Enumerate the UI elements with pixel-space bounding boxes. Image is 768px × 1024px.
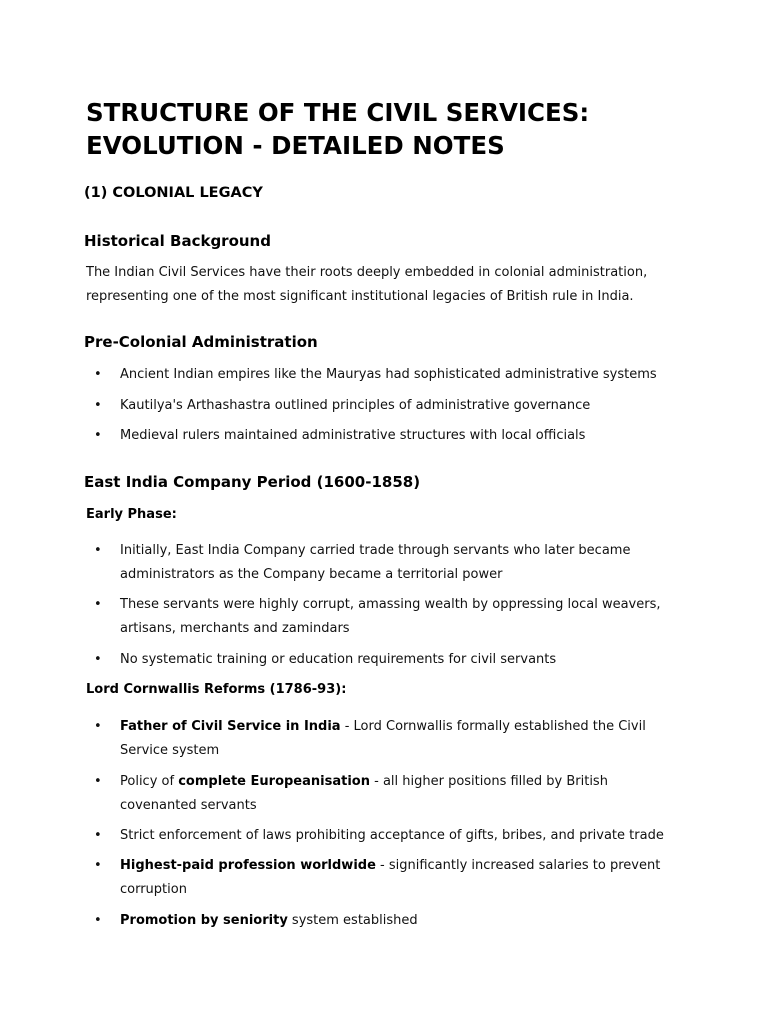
heading-pre-colonial-administration: Pre-Colonial Administration — [84, 333, 318, 351]
bullet-icon: • — [94, 543, 102, 558]
subheading-early-phase: Early Phase: — [86, 507, 177, 522]
bullet-icon: • — [94, 913, 102, 928]
bold-term: Father of Civil Service in India — [120, 719, 341, 734]
list-item-line: corruption — [120, 882, 187, 897]
list-item-text: Kautilya's Arthashastra outlined principles of administrative governance — [120, 398, 591, 413]
list-item-text: Ancient Indian empires like the Mauryas had sophisticated administrative systems — [120, 367, 657, 382]
list-item-line: administrators as the Company became a territorial power — [120, 567, 503, 582]
bold-term: Highest-paid profession worldwide — [120, 858, 376, 873]
bullet-icon: • — [94, 774, 102, 789]
list-item-text — [120, 854, 680, 902]
historical-paragraph-line-1: The Indian Civil Services have their roots deeply embedded in colonial administration, — [86, 265, 648, 280]
list-item-text — [120, 593, 680, 641]
list-item-text: No systematic training or education requirements for civil servants — [120, 652, 557, 667]
list-item-line: Service system — [120, 743, 220, 758]
list-item-text — [120, 539, 680, 587]
list-item-rest: - Lord Cornwallis formally established the Civil — [340, 719, 646, 734]
section-heading-colonial-legacy: (1) COLONIAL LEGACY — [84, 185, 263, 201]
list-item-text — [120, 715, 680, 763]
bullet-icon: • — [94, 858, 102, 873]
historical-paragraph — [86, 261, 686, 309]
list-item-line: Initially, East India Company carried trade through servants who later became — [120, 543, 631, 558]
list-item-line — [120, 715, 680, 739]
bold-term: complete Europeanisation — [178, 774, 370, 789]
bullet-icon: • — [94, 652, 102, 667]
list-item-text — [120, 909, 680, 933]
heading-historical-background: Historical Background — [84, 232, 271, 250]
list-item-rest: - significantly increased salaries to prevent — [375, 858, 661, 873]
bullet-icon: • — [94, 597, 102, 612]
bullet-icon: • — [94, 719, 102, 734]
bullet-icon: • — [94, 828, 102, 843]
list-item-line — [120, 770, 680, 794]
page-title: STRUCTURE OF THE CIVIL SERVICES: EVOLUTION - DETAILED NOTES — [86, 98, 590, 160]
list-item-rest: system established — [287, 913, 418, 928]
bullet-icon: • — [94, 428, 102, 443]
list-item-line: artisans, merchants and zamindars — [120, 621, 350, 636]
list-item-text: Medieval rulers maintained administrative structures with local officials — [120, 428, 586, 443]
list-item-text — [120, 770, 680, 818]
heading-east-india-company-period: East India Company Period (1600-1858) — [84, 473, 421, 491]
list-item-prefix: Policy of — [120, 774, 179, 789]
subheading-cornwallis-reforms: Lord Cornwallis Reforms (1786-93): — [86, 682, 347, 697]
bullet-icon: • — [94, 398, 102, 413]
list-item-line: covenanted servants — [120, 798, 257, 813]
bold-term: Promotion by seniority — [120, 913, 288, 928]
list-item-text: Strict enforcement of laws prohibiting acceptance of gifts, bribes, and private trade — [120, 828, 664, 843]
historical-paragraph-line-2: representing one of the most significant institutional legacies of British rule in India. — [86, 289, 634, 304]
bullet-icon: • — [94, 367, 102, 382]
list-item-line — [120, 854, 680, 878]
list-item-line: These servants were highly corrupt, amassing wealth by oppressing local weavers, — [120, 597, 661, 612]
list-item-rest: - all higher positions filled by British — [369, 774, 608, 789]
